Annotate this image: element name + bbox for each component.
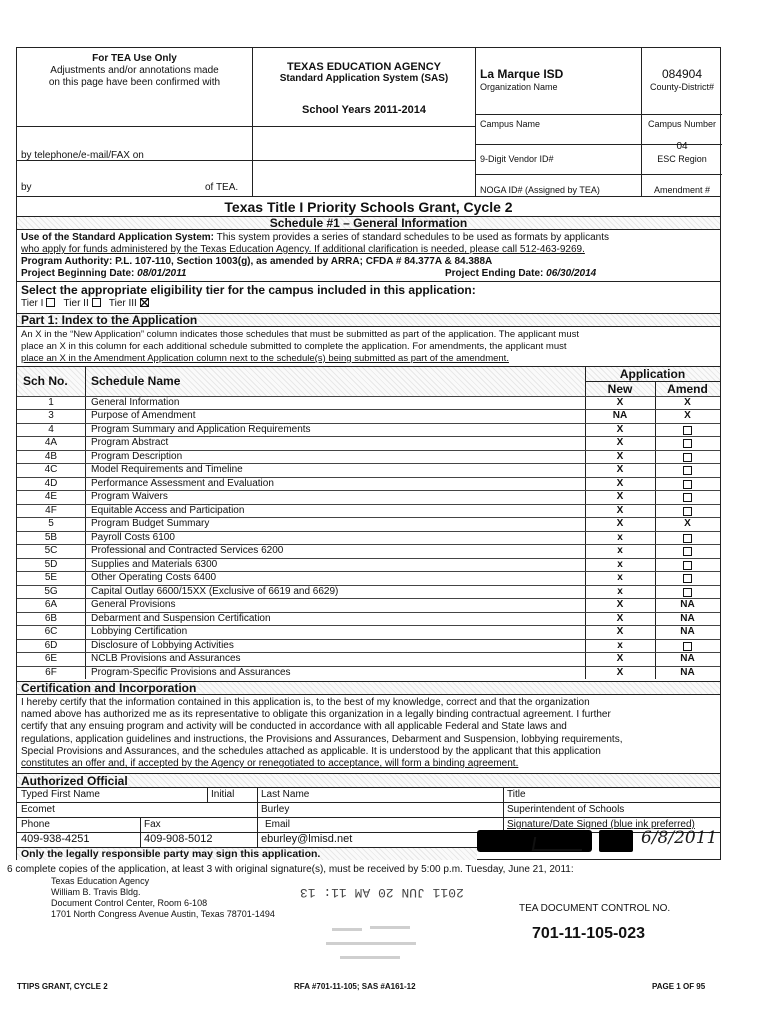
address-line: Texas Education Agency: [51, 876, 150, 886]
county-district-label: County-District#: [649, 82, 714, 92]
table-row: [17, 558, 720, 571]
end-label: Project Ending Date:: [445, 268, 544, 279]
amend-mark[interactable]: X: [684, 518, 691, 530]
campus-number-label: Campus Number: [647, 119, 717, 129]
tier-options: [21, 298, 149, 310]
checkmark-x-icon: [140, 298, 149, 307]
schedule-number: 4: [48, 423, 54, 435]
new-application-mark[interactable]: x: [617, 531, 623, 543]
table-row: [17, 585, 720, 598]
table-row: [17, 436, 720, 449]
col-schedule-name: Schedule Name: [91, 374, 181, 388]
amend-checkbox[interactable]: [683, 480, 692, 489]
intro-line: who apply for funds administered by the Texas Education Agency. If additional clarification is needed, please call 512-463-9269.: [21, 244, 585, 255]
part1-title-bar: [17, 313, 720, 327]
begin-date: 08/01/2011: [137, 268, 187, 279]
schedule-name: Program Abstract: [91, 437, 169, 449]
amend-mark[interactable]: NA: [680, 612, 695, 624]
doc-control-label: TEA DOCUMENT CONTROL NO.: [519, 903, 671, 914]
new-application-mark[interactable]: X: [616, 437, 624, 449]
part1-text: place an X in the Amendment Application column next to the schedule(s) being submitted as part of the amendment.: [21, 353, 509, 364]
mailing-address: [51, 876, 275, 920]
certification-line: named above has authorized me as its representative to obligate this organization in a legally binding contractual agreement. I further: [21, 709, 611, 721]
part1-text: place an X in this column for each additional schedule submitted to complete the application. For amendments, the applicant must: [21, 341, 567, 352]
schedule-name: Program Summary and Application Requirements: [91, 423, 311, 435]
of-tea-label: of TEA.: [205, 182, 239, 193]
schedule-name: Capital Outlay 6600/15XX (Exclusive of 6619 and 6629): [91, 585, 339, 597]
amend-checkbox[interactable]: [683, 507, 692, 516]
certification-line: Special Provisions and Assurances, and the schedules attached as applicable. It is understood by the applicant that this application: [21, 745, 601, 757]
grant-title: Texas Title I Priority Schools Grant, Cycle 2: [224, 199, 513, 215]
schedule-name: Disclosure of Lobbying Activities: [91, 639, 234, 651]
county-district-value: 084904: [661, 67, 703, 81]
certification-title-bar: [17, 681, 720, 695]
tier-3-checkbox[interactable]: [140, 298, 149, 307]
address-line: 1701 North Congress Avenue Austin, Texas 78701-1494: [51, 909, 275, 919]
table-row: [17, 666, 720, 679]
schedule-number: 5E: [44, 572, 58, 584]
new-application-mark[interactable]: X: [616, 450, 624, 462]
phone-field[interactable]: 409-938-4251: [21, 833, 90, 845]
certification-line: constitutes an offer and, if accepted by the Agency or renegotiated to acceptance, will form a binding agreement.: [21, 758, 519, 770]
header-box: [16, 47, 721, 197]
col-application: Application: [619, 367, 686, 381]
tier-question: Select the appropriate eligibility tier for the campus included in this application:: [21, 283, 476, 297]
amend-checkbox[interactable]: [683, 493, 692, 502]
table-row: [17, 612, 720, 625]
table-row: [17, 396, 720, 409]
schedule-number: 5C: [44, 545, 58, 557]
org-name-label: Organization Name: [480, 82, 558, 92]
new-application-mark[interactable]: X: [616, 626, 624, 638]
schedule-name: Payroll Costs 6100: [91, 531, 175, 543]
schedule-name: Other Operating Costs 6400: [91, 572, 217, 584]
table-row: [17, 625, 720, 638]
system-name: Standard Application System (SAS): [279, 73, 449, 84]
schedule-number: 4B: [44, 450, 58, 462]
amend-checkbox[interactable]: [683, 426, 692, 435]
table-row: [17, 463, 720, 476]
table-row: [17, 477, 720, 490]
amend-checkbox[interactable]: [683, 439, 692, 448]
schedule-number: 5D: [44, 558, 58, 570]
new-application-mark[interactable]: X: [616, 612, 624, 624]
new-application-mark[interactable]: NA: [612, 410, 628, 422]
redacted-block: [599, 830, 633, 852]
end-date: 06/30/2014: [546, 268, 597, 279]
tier-1-label: Tier I: [21, 298, 44, 309]
vendor-label: 9-Digit Vendor ID#: [480, 154, 554, 164]
email-field[interactable]: eburley@lmisd.net: [261, 833, 353, 845]
schedule-name: General Provisions: [91, 599, 176, 611]
table-row: [17, 544, 720, 557]
amend-checkbox[interactable]: [683, 534, 692, 543]
schedule-number: 5G: [44, 585, 58, 597]
fax-label: Fax: [144, 819, 161, 830]
new-application-mark[interactable]: X: [616, 491, 624, 503]
project-begin: [21, 268, 186, 280]
new-application-mark[interactable]: X: [616, 518, 624, 530]
schedule-number: 6E: [44, 653, 58, 665]
new-application-mark[interactable]: X: [616, 477, 624, 489]
intro-text: This system provides a series of standard schedules to be used as formats by applicants: [216, 232, 610, 243]
new-application-mark[interactable]: x: [617, 545, 623, 557]
tier-3-label: Tier III: [108, 298, 137, 309]
schedule-number: 6B: [44, 612, 58, 624]
address-line: William B. Travis Bldg.: [51, 887, 141, 897]
table-body: [17, 396, 720, 679]
schedule-name: Program Description: [91, 450, 183, 462]
table-row: [17, 571, 720, 584]
table-row: [17, 598, 720, 611]
email-label: Email: [265, 819, 291, 830]
schedule-name: Purpose of Amendment: [91, 410, 196, 422]
received-stamp: 2011 JUN 20 AM 11: 13: [300, 885, 464, 900]
certification-title: Certification and Incorporation: [21, 681, 197, 695]
new-application-mark[interactable]: x: [617, 585, 623, 597]
new-application-mark[interactable]: X: [616, 653, 624, 665]
intro-line: [21, 232, 609, 244]
esc-label: ESC Region: [657, 154, 707, 164]
amend-checkbox[interactable]: [683, 642, 692, 651]
amendment-label: Amendment #: [653, 185, 711, 195]
col-new: New: [607, 382, 633, 396]
col-sch-no: Sch No.: [23, 374, 68, 388]
intro-bold: Use of the Standard Application System:: [21, 232, 214, 243]
table-row: [17, 450, 720, 463]
table-row: [17, 652, 720, 665]
program-authority: Program Authority: P.L. 107-110, Section 1003(g), as amended by ARRA; CFDA # 84.377A & 84.388A: [21, 256, 493, 267]
only-note-bar: [17, 847, 477, 860]
table-row: [17, 531, 720, 544]
new-application-mark[interactable]: X: [616, 599, 624, 611]
schedule-name: Professional and Contracted Services 6200: [91, 545, 284, 557]
schedule-name: Performance Assessment and Evaluation: [91, 477, 274, 489]
schedule-number: 4C: [44, 464, 58, 476]
schedule-number: 4E: [44, 491, 58, 503]
table-row: [17, 423, 720, 436]
last-name-label: Last Name: [261, 789, 310, 800]
noga-label: NOGA ID# (Assigned by TEA): [480, 185, 600, 195]
fax-field[interactable]: 409-908-5012: [144, 833, 213, 845]
schedule-number: 6F: [45, 666, 57, 678]
new-application-mark[interactable]: X: [616, 666, 624, 678]
amend-checkbox[interactable]: [683, 547, 692, 556]
certification-line: I hereby certify that the information contained in this application is, to the best of my knowledge, correct and that the organization: [21, 697, 590, 708]
schedule-title-bar: [17, 216, 720, 230]
initial-label: Initial: [211, 789, 235, 800]
schedule-number: 5: [48, 518, 54, 530]
submission-instructions: 6 complete copies of the application, at least 3 with original signature(s), must be received by 5:00 p.m. Tuesday, June 21, 2011:: [7, 864, 574, 875]
amend-mark[interactable]: NA: [680, 626, 695, 638]
new-application-mark[interactable]: x: [617, 639, 623, 651]
only-note: Only the legally responsible party may sign this application.: [21, 848, 321, 860]
part1-text: An X in the “New Application” column indicates those schedules that must be submitted as part of the application. The applicant must: [21, 329, 579, 340]
amend-mark[interactable]: X: [684, 397, 691, 408]
project-end: [445, 268, 596, 280]
schedule-name: Program Waivers: [91, 491, 168, 503]
table-row: [17, 409, 720, 422]
telephone-label: by telephone/e-mail/FAX on: [21, 150, 144, 161]
certification-line: certify that any ensuing program and activity will be conducted in accordance with all applicable Federal and State laws and: [21, 721, 567, 733]
schedule-number: 4F: [45, 504, 57, 516]
amend-mark[interactable]: X: [684, 410, 691, 422]
schedule-name: Lobbying Certification: [91, 626, 188, 638]
schedule-name: NCLB Provisions and Assurances: [91, 653, 241, 665]
signature-date[interactable]: 6/8/2011: [641, 828, 718, 848]
first-name-label: Typed First Name: [21, 789, 100, 800]
amend-mark[interactable]: NA: [680, 666, 695, 678]
schedule-name: Model Requirements and Timeline: [91, 464, 243, 476]
phone-label: Phone: [21, 819, 50, 830]
schedule-name: Debarment and Suspension Certification: [91, 612, 271, 624]
new-application-mark[interactable]: X: [616, 397, 624, 408]
signature-label: Signature/Date Signed (blue ink preferred): [507, 819, 695, 830]
footer-left: TTIPS GRANT, CYCLE 2: [17, 982, 108, 991]
schedule-name: Program Budget Summary: [91, 518, 210, 530]
schedule-number: 1: [48, 397, 54, 408]
tea-use-line: on this page have been confirmed with: [48, 77, 221, 88]
official-title-bar: [17, 773, 720, 788]
doc-control-number: 701-11-105-023: [532, 925, 645, 942]
official-title: Authorized Official: [21, 774, 128, 788]
col-amend: Amend: [667, 382, 708, 396]
schedule-name: Equitable Access and Participation: [91, 504, 245, 516]
amend-checkbox[interactable]: [683, 466, 692, 475]
schedule-number: 6D: [44, 639, 58, 651]
table-row: [17, 490, 720, 503]
schedule-number: 5B: [44, 531, 58, 543]
schedule-number: 4A: [44, 437, 58, 449]
schedule-number: 4D: [44, 477, 58, 489]
amend-mark[interactable]: NA: [680, 599, 695, 611]
schedule-name: Program-Specific Provisions and Assurances: [91, 666, 291, 678]
faded-stamp: [320, 922, 430, 967]
tea-use-line: Adjustments and/or annotations made: [50, 65, 219, 76]
schedule-number: 6C: [44, 626, 58, 638]
schedule-name: Supplies and Materials 6300: [91, 558, 218, 570]
amend-checkbox[interactable]: [683, 453, 692, 462]
schedule-number: 3: [48, 410, 54, 422]
amend-checkbox[interactable]: [683, 588, 692, 597]
agency-name: TEXAS EDUCATION AGENCY: [286, 61, 441, 73]
org-name-value: La Marque ISD: [480, 67, 564, 81]
footer-center: RFA #701-11-105; SAS #A161-12: [294, 982, 416, 991]
schedule-name: General Information: [91, 397, 180, 408]
new-application-mark[interactable]: X: [616, 423, 624, 435]
new-application-mark[interactable]: X: [616, 504, 624, 516]
first-name-field[interactable]: Ecomet: [21, 804, 55, 815]
begin-label: Project Beginning Date:: [21, 268, 135, 279]
schedule-index-table: [17, 366, 720, 679]
address-line: Document Control Center, Room 6-108: [51, 898, 208, 908]
main-form: [16, 197, 721, 860]
amend-checkbox[interactable]: [683, 574, 692, 583]
new-application-mark[interactable]: x: [617, 572, 623, 584]
table-row: [17, 517, 720, 530]
tier-2-checkbox[interactable]: [92, 298, 101, 307]
certification-text: [21, 697, 719, 770]
tier-1-checkbox[interactable]: [46, 298, 55, 307]
signature-stroke: [532, 837, 584, 851]
amend-mark[interactable]: NA: [680, 653, 695, 665]
campus-name-label: Campus Name: [480, 119, 541, 129]
schedule-title: Schedule #1 – General Information: [269, 216, 468, 230]
table-row: [17, 504, 720, 517]
esc-value: 04: [676, 141, 688, 152]
school-years: School Years 2011-2014: [302, 104, 426, 116]
tier-2-label: Tier II: [63, 298, 89, 309]
title-field[interactable]: Superintendent of Schools: [507, 804, 625, 815]
amend-checkbox[interactable]: [683, 561, 692, 570]
last-name-field[interactable]: Burley: [261, 804, 290, 815]
schedule-number: 6A: [44, 599, 58, 611]
part1-title: Part 1: Index to the Application: [21, 313, 198, 327]
footer-right: PAGE 1 OF 95: [652, 982, 706, 991]
table-row: [17, 639, 720, 652]
title-label: Title: [507, 789, 526, 800]
new-application-mark[interactable]: x: [617, 558, 623, 570]
certification-line: regulations, application guidelines and instructions, the Provisions and Assurances, Debarment and Suspension, lobbying requirements,: [21, 733, 623, 745]
new-application-mark[interactable]: X: [616, 464, 624, 476]
tea-use-title: For TEA Use Only: [92, 53, 177, 64]
by-label: by: [21, 182, 32, 193]
